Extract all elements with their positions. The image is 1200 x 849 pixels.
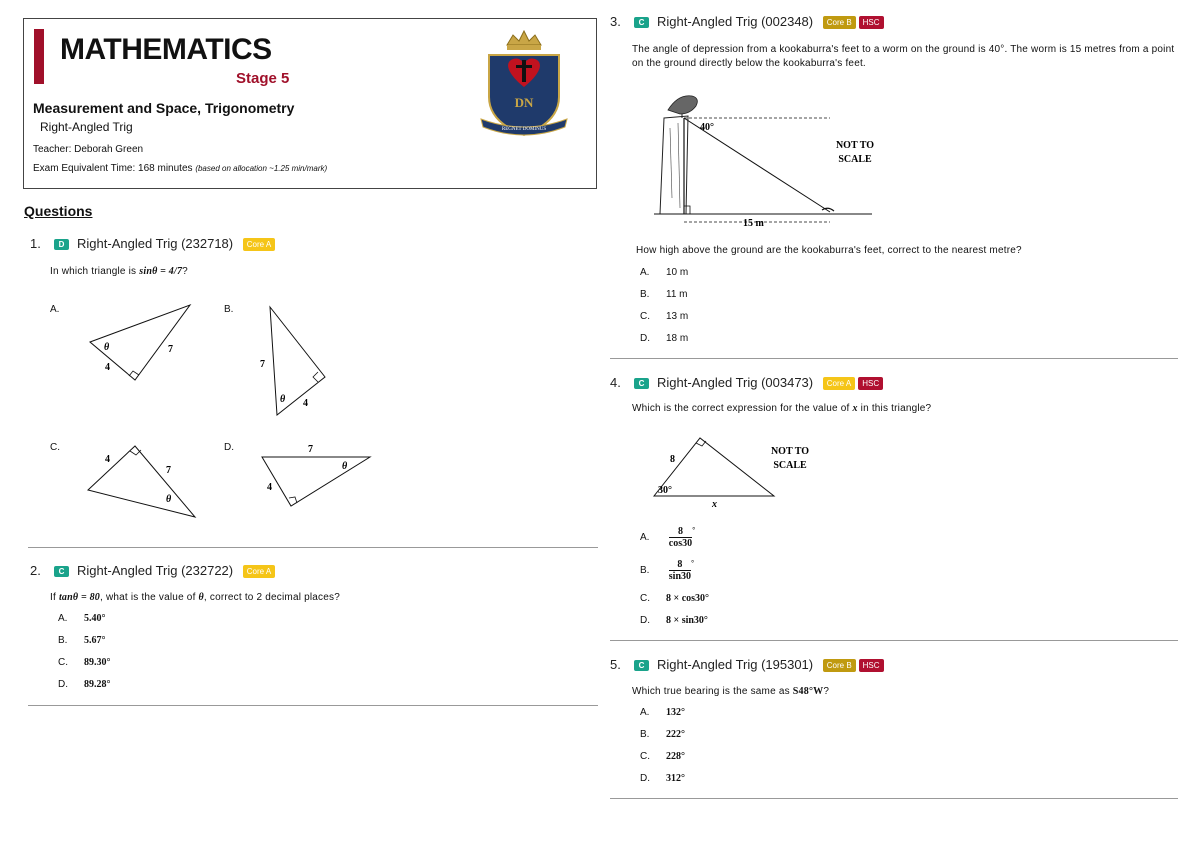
exam-time-line xyxy=(33,163,327,174)
option-label: D. xyxy=(640,615,650,626)
option-value: 89.30° xyxy=(84,657,111,668)
option-label: C. xyxy=(640,751,650,762)
option-label: D. xyxy=(640,773,650,784)
option-c[interactable] xyxy=(640,751,685,762)
option-label: B. xyxy=(640,289,650,300)
crest-motto: REGNET DOMINUS xyxy=(501,127,547,132)
tri-b-theta: θ xyxy=(280,394,286,405)
not-to-scale-1: NOT TO xyxy=(770,446,810,457)
hsc-badge: HSC xyxy=(858,377,883,390)
question-1-header xyxy=(30,236,275,251)
not-to-scale-2: SCALE xyxy=(773,460,807,471)
option-label: A. xyxy=(640,532,650,543)
topic-title: Right-Angled Trig xyxy=(40,120,133,134)
option-label: C. xyxy=(640,311,650,322)
question-3-question: How high above the ground are the kookaburra's feet, correct to the nearest metre? xyxy=(636,245,1022,256)
option-value: 8 × cos30° xyxy=(666,593,710,604)
triangle-option-a xyxy=(80,300,200,390)
difficulty-badge: C xyxy=(634,660,650,671)
option-d[interactable] xyxy=(58,679,111,690)
prompt-end: in this triangle? xyxy=(860,403,932,414)
option-numerator: 8 xyxy=(669,526,692,538)
question-4-prompt xyxy=(632,403,931,414)
tri-c-seven: 7 xyxy=(166,465,171,476)
prompt-math: sinθ = 4/7 xyxy=(139,266,183,277)
option-b[interactable] xyxy=(58,635,106,646)
option-value: 222° xyxy=(666,729,685,740)
prompt-math: tanθ = 80 xyxy=(58,592,100,603)
tri-d-four: 4 xyxy=(267,482,272,493)
option-value: 13 m xyxy=(666,311,689,322)
core-badge: Core B xyxy=(823,16,856,29)
angle-label: 40° xyxy=(700,122,714,133)
hsc-badge: HSC xyxy=(859,16,884,29)
option-value: 228° xyxy=(666,751,685,762)
question-2-header xyxy=(30,563,275,578)
separator xyxy=(28,705,598,706)
option-label: D. xyxy=(640,333,650,344)
option-label: B. xyxy=(58,635,68,646)
option-denominator: sin30 xyxy=(668,571,692,582)
prompt-text: Which true bearing is the same as xyxy=(632,686,790,697)
option-label: A. xyxy=(640,707,650,718)
option-value: 5.67° xyxy=(84,635,106,646)
tri-c-four: 4 xyxy=(105,454,110,465)
option-b[interactable]: B. $\frac{8}{\sin 30}$ ° xyxy=(640,559,695,582)
option-c[interactable] xyxy=(640,593,709,604)
option-label: B. xyxy=(640,729,650,740)
triangle-diagram-x xyxy=(648,432,818,512)
kookaburra-diagram xyxy=(650,88,880,228)
option-a[interactable]: A. $\frac{8}{\cos 30}$ ° xyxy=(640,526,696,549)
question-3-prompt: The angle of depression from a kookaburra's feet to a worm on the ground is 40°. The worm is 15 metres from a point on the ground directly below the kookaburra's feet. xyxy=(632,44,1175,69)
question-3-header xyxy=(610,14,884,29)
questions-heading: Questions xyxy=(24,203,93,219)
option-value: 11 m xyxy=(666,289,688,300)
option-value: 312° xyxy=(666,773,685,784)
question-2-prompt xyxy=(50,592,340,603)
question-5-prompt xyxy=(632,686,829,697)
school-crest-logo xyxy=(479,27,569,137)
option-b[interactable] xyxy=(640,729,685,740)
question-number: 1. xyxy=(30,236,41,251)
header-box xyxy=(23,18,597,189)
option-value: 10 m xyxy=(666,267,689,278)
exam-time-value: 168 minutes xyxy=(138,163,193,174)
option-a[interactable] xyxy=(58,613,106,624)
question-number: 2. xyxy=(30,563,41,578)
base-label: x xyxy=(712,499,717,510)
subject-title: Measurement and Space, Trigonometry xyxy=(33,100,295,116)
question-5-header xyxy=(610,657,884,672)
option-d[interactable] xyxy=(640,333,688,344)
option-d[interactable] xyxy=(640,773,685,784)
core-badge: Core A xyxy=(243,565,275,578)
prompt-text: In which triangle is xyxy=(50,266,137,277)
prompt-theta: θ xyxy=(198,592,204,603)
separator xyxy=(610,640,1178,641)
triangle-option-c xyxy=(80,440,200,520)
core-badge: Core A xyxy=(243,238,275,251)
core-badge: Core A xyxy=(823,377,855,390)
crest-letters: DN xyxy=(514,95,534,110)
tri-a-four: 4 xyxy=(105,362,110,373)
exam-time-note: (based on allocation ~1.25 min/mark) xyxy=(195,164,328,173)
option-d[interactable] xyxy=(640,615,708,626)
prompt-end: ? xyxy=(182,266,188,277)
option-label: C. xyxy=(640,593,650,604)
angle-label: 30° xyxy=(658,485,672,496)
separator xyxy=(610,798,1178,799)
option-value: 18 m xyxy=(666,333,689,344)
not-to-scale-1: NOT TO xyxy=(835,140,875,151)
option-denominator: cos30 xyxy=(668,538,693,549)
question-title: Right-Angled Trig (232718) xyxy=(77,236,234,251)
accent-bar xyxy=(34,29,44,84)
prompt-end: , correct to 2 decimal places? xyxy=(203,592,340,603)
question-1-prompt xyxy=(50,266,188,277)
question-number: 3. xyxy=(610,14,621,29)
tri-d-seven: 7 xyxy=(308,444,313,455)
option-a[interactable] xyxy=(640,707,685,718)
option-label: A. xyxy=(640,267,650,278)
question-4-header xyxy=(610,375,883,390)
prompt-math: S48°W xyxy=(792,686,824,697)
option-value: 8 × sin30° xyxy=(666,615,708,626)
tri-a-seven: 7 xyxy=(168,344,173,355)
hsc-badge: HSC xyxy=(859,659,884,672)
option-value: 132° xyxy=(666,707,685,718)
triangle-option-b xyxy=(255,302,335,420)
question-title: Right-Angled Trig (002348) xyxy=(657,14,814,29)
option-b[interactable] xyxy=(640,289,688,300)
teacher-name: Deborah Green xyxy=(74,144,144,155)
tri-b-four: 4 xyxy=(303,398,308,409)
prompt-var: x xyxy=(852,403,858,414)
option-value: 5.40° xyxy=(84,613,106,624)
side-label: 8 xyxy=(670,454,675,465)
prompt-end: ? xyxy=(823,686,830,697)
not-to-scale-2: SCALE xyxy=(838,154,872,165)
separator xyxy=(28,547,598,548)
teacher-line xyxy=(33,144,143,155)
option-label: A. xyxy=(58,613,68,624)
tri-a-theta: θ xyxy=(104,342,110,353)
tri-d-theta: θ xyxy=(342,461,348,472)
teacher-label: Teacher: xyxy=(33,144,72,155)
question-title: Right-Angled Trig (003473) xyxy=(657,375,814,390)
exam-time-label: Exam Equivalent Time: xyxy=(33,163,136,174)
question-title: Right-Angled Trig (195301) xyxy=(657,657,814,672)
option-label: D. xyxy=(58,679,68,690)
option-c-label: C. xyxy=(50,442,60,453)
question-title: Right-Angled Trig (232722) xyxy=(77,563,234,578)
page-title: MATHEMATICS xyxy=(60,33,272,66)
option-a-label: A. xyxy=(50,304,60,315)
question-number: 4. xyxy=(610,375,621,390)
triangle-option-d xyxy=(258,440,378,510)
base-label: 15 m xyxy=(743,218,764,228)
option-a[interactable] xyxy=(640,267,688,278)
difficulty-badge: C xyxy=(54,566,70,577)
core-badge: Core B xyxy=(823,659,856,672)
option-label: C. xyxy=(58,657,68,668)
question-number: 5. xyxy=(610,657,621,672)
option-value: 89.28° xyxy=(84,679,111,690)
option-numerator: 8 xyxy=(669,559,691,571)
option-c[interactable] xyxy=(58,657,111,668)
option-label: B. xyxy=(640,565,650,576)
difficulty-badge: C xyxy=(634,17,650,28)
tri-b-seven: 7 xyxy=(260,359,265,370)
prompt-mid: , what is the value of xyxy=(99,592,196,603)
option-c[interactable] xyxy=(640,311,688,322)
prompt-text: If xyxy=(50,592,56,603)
option-d-label: D. xyxy=(224,442,234,453)
separator xyxy=(610,358,1178,359)
difficulty-badge: D xyxy=(54,239,70,250)
difficulty-badge: C xyxy=(634,378,650,389)
prompt-text: Which is the correct expression for the value of xyxy=(632,403,850,414)
tri-c-theta: θ xyxy=(166,494,172,505)
stage-label: Stage 5 xyxy=(236,70,290,87)
option-b-label: B. xyxy=(224,304,234,315)
